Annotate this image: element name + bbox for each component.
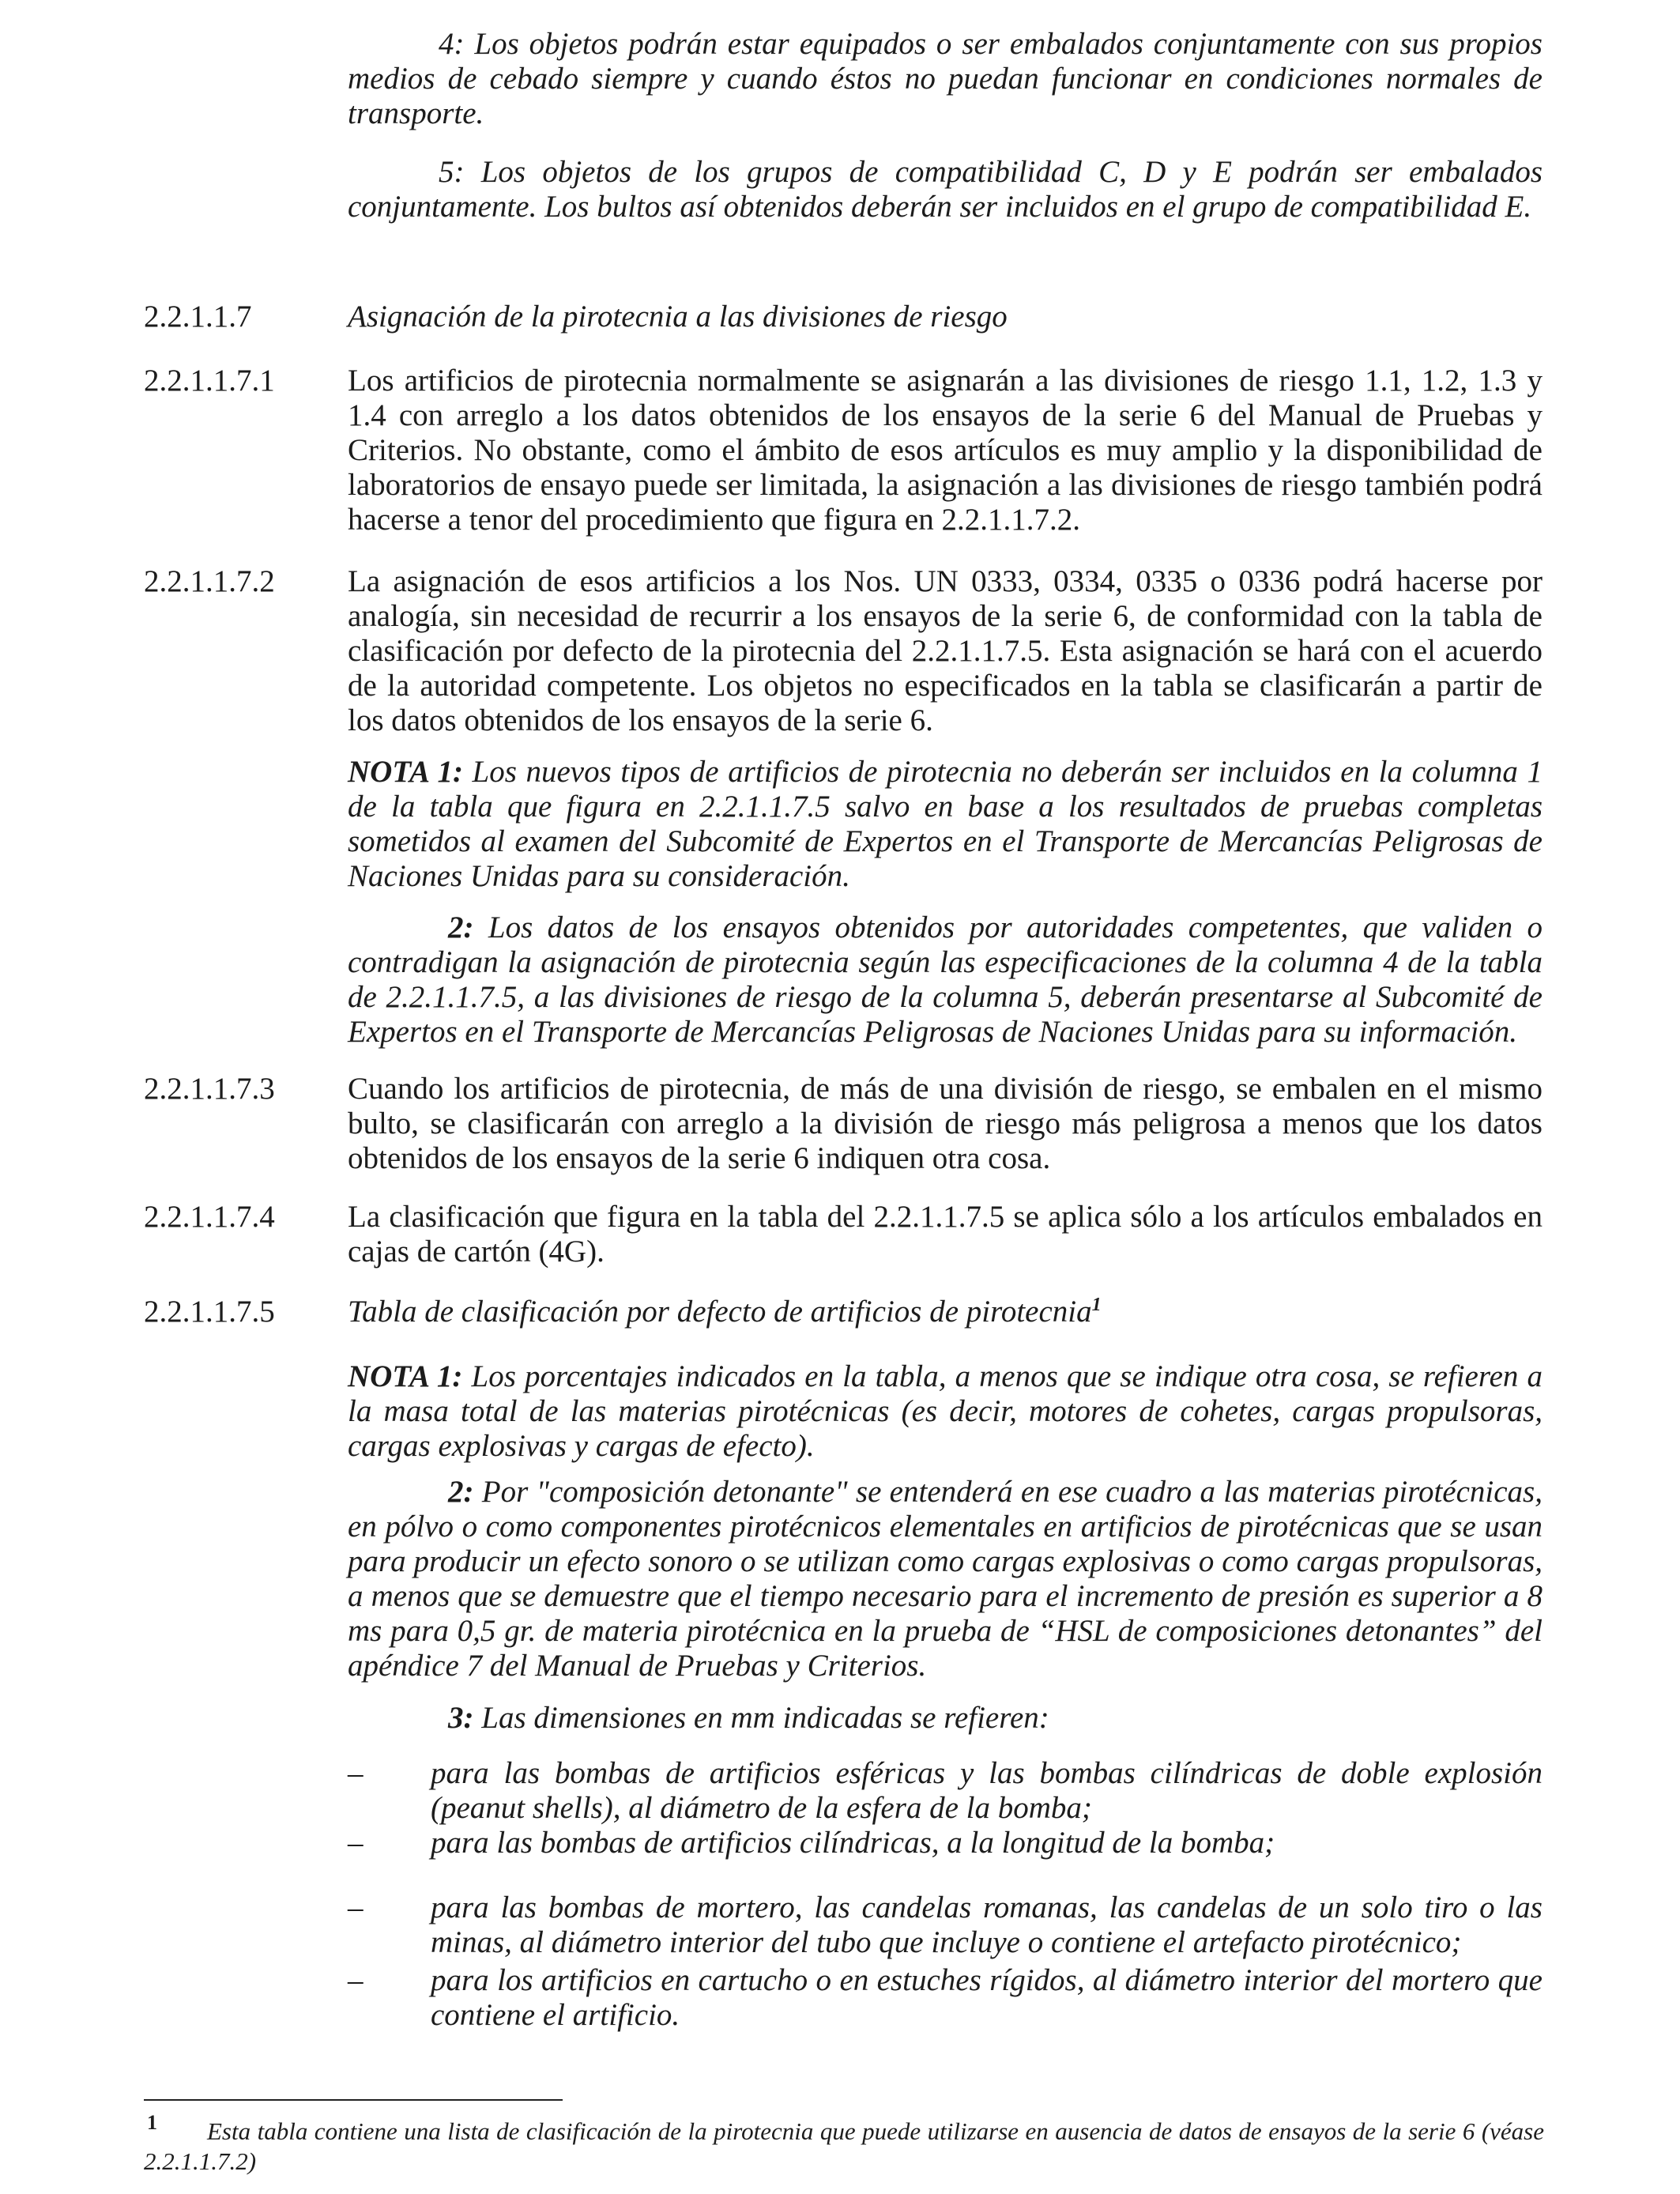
list-item: para las bombas de mortero, las candelas romanas, las candelas de un solo tiro o las minas, al diámetro interior del tubo que incluye o contiene el artefacto pirotécnico; (431, 1891, 1543, 1959)
note-label: 2: (448, 1475, 474, 1509)
note-label: NOTA 1: (348, 1359, 463, 1393)
table-heading-text: Tabla de clasificación por defecto de artificios de pirotecnia (348, 1295, 1092, 1329)
note-4-number: 4 (439, 27, 454, 61)
section-number: 2.2.1.1.7.2 (144, 564, 275, 598)
list-dash: – (348, 1826, 363, 1860)
list-dash: – (348, 1756, 363, 1790)
section-heading: Asignación de la pirotecnia a las divisiones de riesgo (348, 300, 1008, 334)
note-5-number: 5 (439, 155, 454, 189)
note-label: 2: (448, 910, 474, 944)
section-number: 2.2.1.1.7.5 (144, 1295, 275, 1329)
section-number: 2.2.1.1.7.1 (144, 364, 275, 398)
section-paragraph: Cuando los artificios de pirotecnia, de más de una división de riesgo, se embalen en el mismo bulto, se clasificarán con arreglo a la división de riesgo más peligrosa a menos que los datos obtenidos de los ensayos de la serie 6 indiquen otra cosa. (348, 1072, 1543, 1175)
note-paragraph (348, 1701, 1543, 1736)
note-paragraph (348, 1359, 1543, 1464)
list-item: para las bombas de artificios cilíndricas, a la longitud de la bomba; (431, 1826, 1275, 1860)
section-number: 2.2.1.1.7.3 (144, 1072, 275, 1106)
note-5-text: : Los objetos de los grupos de compatibilidad C, D y E podrán ser embalados conjuntamente. Los bultos así obtenidos deberán ser incluidos en el grupo de compatibilidad E. (348, 155, 1543, 224)
note-text: Las dimensiones en mm indicadas se refieren: (473, 1701, 1049, 1735)
note-text: Los porcentajes indicados en la tabla, a menos que se indique otra cosa, se refieren a la masa total de las materias pirotécnicas (es decir, motores de cohetes, cargas propulsoras, cargas explosivas y cargas de efecto). (348, 1359, 1543, 1463)
section-number: 2.2.1.1.7 (144, 300, 252, 334)
note-paragraph (348, 755, 1543, 894)
note-text: Los datos de los ensayos obtenidos por autoridades competentes, que validen o contradigan la asignación de pirotecnia según las especificaciones de la columna 4 de la tabla de 2.2.1.1.7.5, a las divisiones de riesgo de la columna 5, deberán presentarse al Subcomité de Expertos en el Transporte de Mercancías Peligrosas de Naciones Unidas para su información. (348, 910, 1543, 1049)
list-item: para los artificios en cartucho o en estuches rígidos, al diámetro interior del mortero que contiene el artificio. (431, 1963, 1543, 2032)
section-paragraph: La asignación de esos artificios a los Nos. UN 0333, 0334, 0335 o 0336 podrá hacerse por analogía, sin necesidad de recurrir a los ensayos de la serie 6, de conformidad con la tabla de clasificación por defecto de la pirotecnia del 2.2.1.1.7.5. Esta asignación se hará con el acuerdo de la autoridad competente. Los objetos no especificados en la tabla se clasificarán a partir de los datos obtenidos de los ensayos de la serie 6. (348, 564, 1543, 737)
note-5-paragraph (348, 155, 1543, 224)
footnote-reference: 1 (1091, 1295, 1102, 1315)
note-label: NOTA 1: (348, 755, 463, 789)
footnote-text: Esta tabla contiene una lista de clasificación de la pirotecnia que puede utilizarse en ausencia de datos de ensayos de la serie 6 (véase 2.2.1.1.7.2) (144, 2117, 1544, 2175)
list-item: para las bombas de artificios esféricas y las bombas cilíndricas de doble explosión (peanut shells), al diámetro de la esfera de la bomba; (431, 1756, 1543, 1825)
section-paragraph: La clasificación que figura en la tabla del 2.2.1.1.7.5 se aplica sólo a los artículos embalados en cajas de cartón (4G). (348, 1200, 1543, 1269)
list-dash: – (348, 1963, 363, 1997)
footnote-mark: 1 (147, 2111, 157, 2134)
note-4-paragraph (348, 27, 1543, 131)
section-number: 2.2.1.1.7.4 (144, 1200, 275, 1234)
section-heading (348, 1295, 1543, 1329)
note-text: Los nuevos tipos de artificios de pirotecnia no deberán ser incluidos en la columna 1 de la tabla que figura en 2.2.1.1.7.5 salvo en base a los resultados de pruebas completas sometidos al examen del Subcomité de Expertos en el Transporte de Mercancías Peligrosas de Naciones Unidas para su consideración. (348, 755, 1543, 893)
section-paragraph: Los artificios de pirotecnia normalmente se asignarán a las divisiones de riesgo 1.1, 1.2, 1.3 y 1.4 con arreglo a los datos obtenidos de los ensayos de la serie 6 del Manual de Pruebas y Criterios. No obstante, como el ámbito de esos artículos es muy amplio y la disponibilidad de laboratorios de ensayo puede ser limitada, la asignación a las divisiones de riesgo también podrá hacerse a tenor del procedimiento que figura en 2.2.1.1.7.2. (348, 364, 1543, 537)
list-dash: – (348, 1891, 363, 1924)
note-label: 3: (448, 1701, 474, 1735)
note-4-text: : Los objetos podrán estar equipados o ser embalados conjuntamente con sus propios medios de cebado siempre y cuando éstos no puedan funcionar en condiciones normales de transporte. (348, 27, 1543, 130)
note-paragraph (348, 1475, 1543, 1683)
note-text: Por "composición detonante" se entenderá en ese cuadro a las materias pirotécnicas, en pólvo o como componentes pirotécnicos elementales en artificios de pirotécnicas que se usan para producir un efecto sonoro o se utilizan como cargas explosivas o como cargas propulsoras, a menos que se demuestre que el tiempo necesario para el incremento de presión es superior a 8 ms para 0,5 gr. de materia pirotécnica en la prueba de “HSL de composiciones detonantes” del apéndice 7 del Manual de Pruebas y Criterios. (348, 1475, 1543, 1683)
note-paragraph (348, 910, 1543, 1050)
footnote-separator (144, 2099, 563, 2101)
